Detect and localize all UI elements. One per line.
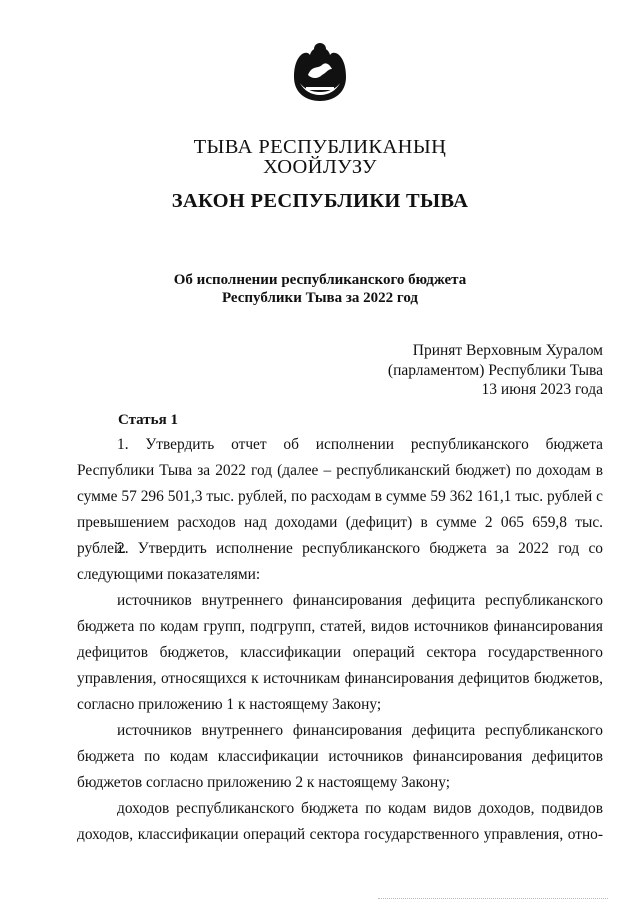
article-heading: Статья 1 — [118, 412, 178, 428]
law-title: ЗАКОН РЕСПУБЛИКИ ТЫВА — [171, 190, 469, 212]
article-paragraph-4: источников внутреннего финансирования дефицита республиканского бюджета по кодам классификации источников финансирования дефицитов бюджетов согласно приложению 2 к настоящему Закону; — [77, 722, 603, 791]
adopted-date: 13 июня 2023 года — [481, 381, 603, 398]
subject-line-1: Об исполнении республиканского бюджета — [173, 272, 467, 288]
coat-of-arms-emblem — [284, 35, 356, 107]
title-line-1: ТЫВА РЕСПУБЛИКАНЫҢ — [193, 136, 447, 158]
adopted-line-1: Принят Верховным Хуралом — [412, 342, 603, 359]
title-line-2: ХООЙЛУЗУ — [263, 156, 377, 178]
article-paragraph-5: доходов республиканского бюджета по кодам видов доходов, подвидов доходов, классификации операций сектора государственного управления, отно- — [77, 800, 603, 843]
article-paragraph-1: 1. Утвердить отчет об исполнении республиканского бюджета Республики Тыва за 2022 год (далее – республиканский бюджет) по доходам в сумме 57 296 501,3 тыс. рублей, по расходам в сумме 59 362 161,1 тыс. рублей с превышением расходов над доходами (дефицит) в сумме 2 065 659,8 тыс. рублей. — [77, 436, 603, 557]
adopted-line-2: (парламентом) Республики Тыва — [387, 362, 603, 379]
scan-artifact-line — [378, 898, 608, 901]
article-paragraph-2: 2. Утвердить исполнение республиканского бюджета за 2022 год со следующими показателями: — [77, 540, 603, 583]
subject-line-2: Республики Тыва за 2022 год — [221, 290, 419, 306]
article-paragraph-3: источников внутреннего финансирования дефицита республиканского бюджета по кодам групп, подгрупп, статей, видов источников финансирования дефицитов бюджетов, классификации операций сектора государственного управления, относящихся к источникам финансирования дефицитов бюджетов, согласно приложению 1 к настоящему Закону; — [77, 592, 603, 713]
